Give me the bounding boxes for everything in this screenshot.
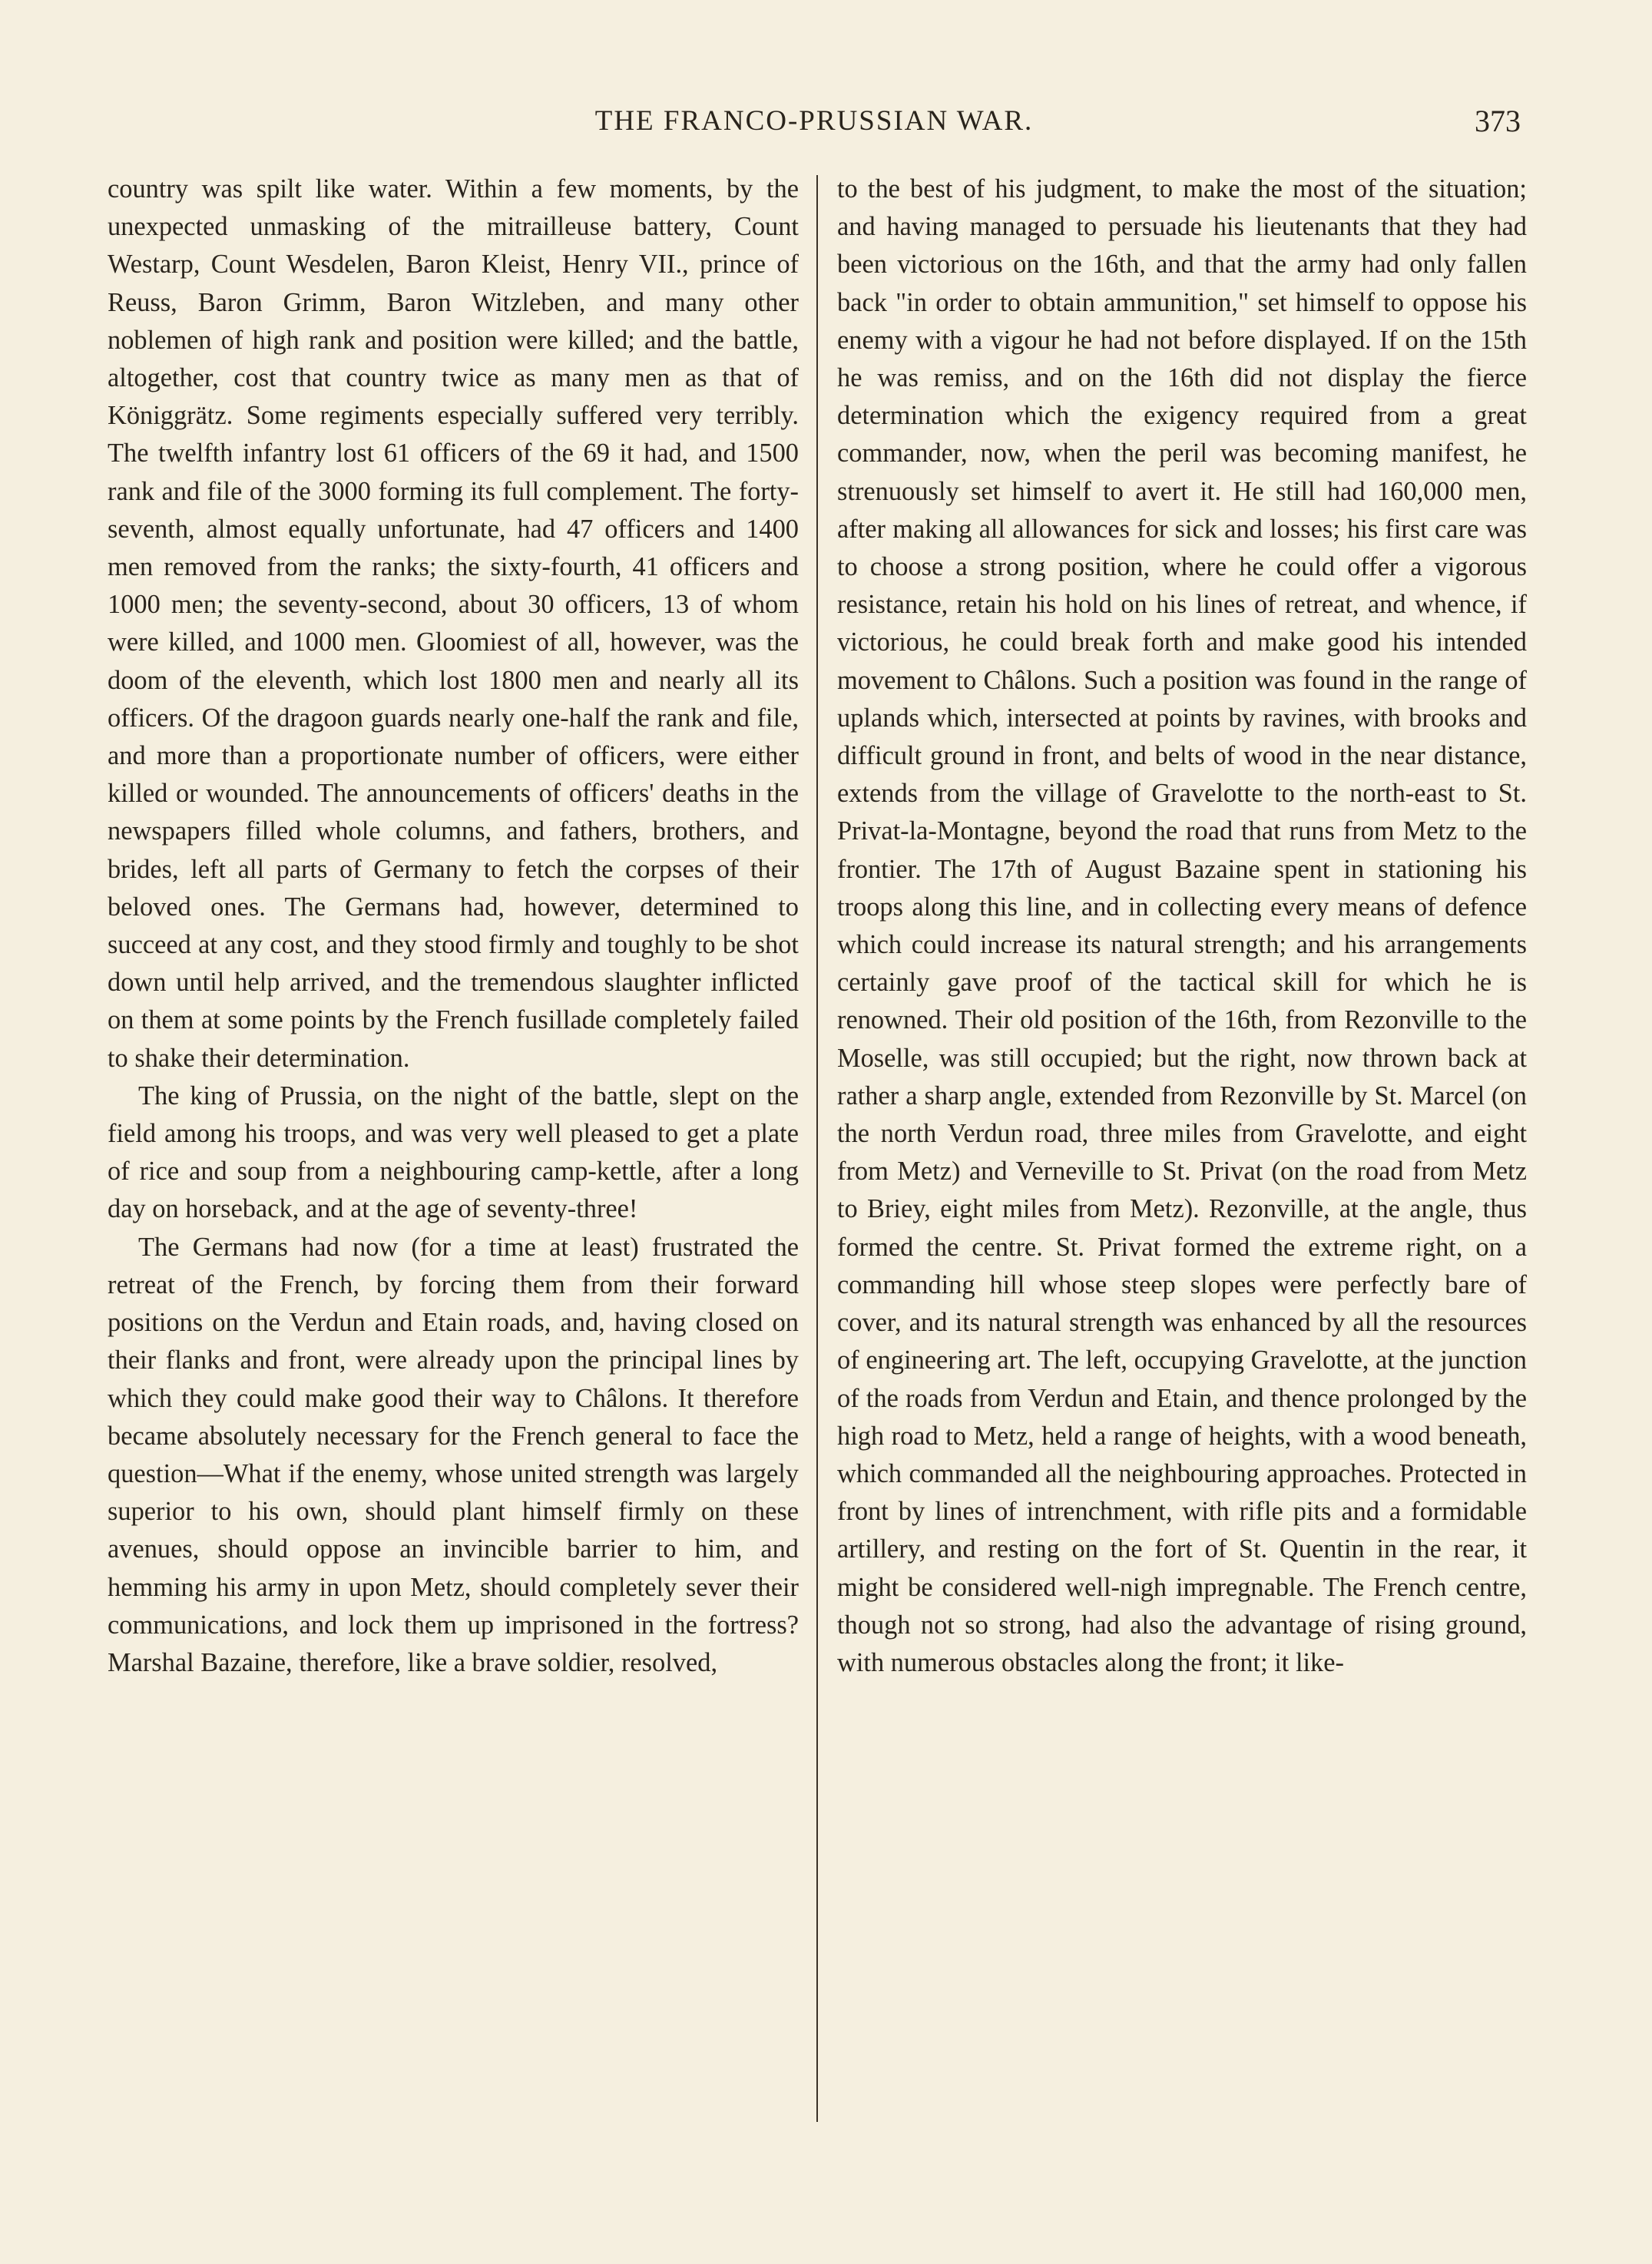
left-column	[108, 170, 799, 1682]
paragraph: to the best of his judgment, to make the most of the situation; and having managed to persuade his lieutenants that they had been victorious on the 16th, and that the army had only fallen back "in order to obtain ammunition," set himself to oppose his enemy with a vigour he had not before displayed. If on the 15th he was remiss, and on the 16th did not display the fierce determination which the exigency required from a great commander, now, when the peril was becoming manifest, he strenuously set himself to avert it. He still had 160,000 men, after making all allowances for sick and losses; his first care was to choose a strong position, where he could offer a vigorous resistance, retain his hold on his lines of retreat, and whence, if victorious, he could break forth and make good his intended movement to Châlons. Such a position was found in the range of uplands which, intersected at points by ravines, with brooks and difficult ground in front, and belts of wood in the near distance, extends from the village of Gravelotte to the north-east to St. Privat-la-Montagne, beyond the road that runs from Metz to the frontier. The 17th of August Bazaine spent in stationing his troops along this line, and in collecting every means of defence which could increase its natural strength; and his arrangements certainly gave proof of the tactical skill for which he is renowned. Their old position of the 16th, from Rezonville to the Moselle, was still occupied; but the right, now thrown back at rather a sharp angle, extended from Rezonville by St. Marcel (on the north Verdun road, three miles from Gravelotte, and eight from Metz) and Verneville to St. Privat (on the road from Metz to Briey, eight miles from Metz). Rezonville, at the angle, thus formed the centre. St. Privat formed the extreme right, on a commanding hill whose steep slopes were perfectly bare of cover, and its natural strength was enhanced by all the resources of engineering art. The left, occupying Gravelotte, at the junction of the roads from Verdun and Etain, and thence prolonged by the high road to Metz, held a range of heights, with a wood beneath, which commanded all the neighbouring approaches. Protected in front by lines of intrenchment, with rifle pits and a formidable artillery, and resting on the fort of St. Quentin in the rear, it might be considered well-nigh impregnable. The French centre, though not so strong, had also the advantage of rising ground, with numerous obstacles along the front; it like-	[837, 174, 1527, 1677]
column-divider	[816, 175, 818, 2122]
paragraph: The king of Prussia, on the night of the battle, slept on the field among his troops, and was very well pleased to get a plate of rice and soup from a neighbouring camp-kettle, after a long day on horseback, and at the age of seventy-three!	[108, 1081, 799, 1224]
paragraph: The Germans had now (for a time at least) frustrated the retreat of the French, by forcing them from their forward positions on the Verdun and Etain roads, and, having closed on their flanks and front, were already upon the principal lines by which they could make good their way to Châlons. It therefore became absolutely necessary for the French general to face the question—What if the enemy, whose united strength was largely superior to his own, should plant himself firmly on these avenues, should oppose an invincible barrier to him, and hemming his army in upon Metz, should completely sever their communications, and lock them up imprisoned in the fortress? Marshal Bazaine, therefore, like a brave soldier, resolved,	[108, 1232, 799, 1677]
running-title: THE FRANCO-PRUSSIAN WAR.	[594, 105, 1034, 137]
right-column	[837, 170, 1527, 1682]
paragraph: country was spilt like water. Within a few moments, by the unexpected unmasking of the mitrailleuse battery, Count Westarp, Count Wesdelen, Baron Kleist, Henry VII., prince of Reuss, Baron Grimm, Baron Witzleben, and many other noblemen of high rank and position were killed; and the battle, altogether, cost that country twice as many men as that of Königgrätz. Some regiments especially suffered very terribly. The twelfth infantry lost 61 officers of the 69 it had, and 1500 rank and file of the 3000 forming its full complement. The forty-seventh, almost equally unfortunate, had 47 officers and 1400 men removed from the ranks; the sixty-fourth, 41 officers and 1000 men; the seventy-second, about 30 officers, 13 of whom were killed, and 1000 men. Gloomiest of all, however, was the doom of the eleventh, which lost 1800 men and nearly all its officers. Of the dragoon guards nearly one-half the rank and file, and more than a proportionate number of officers, were either killed or wounded. The announcements of officers' deaths in the newspapers filled whole columns, and fathers, brothers, and brides, left all parts of Germany to fetch the corpses of their beloved ones. The Germans had, however, determined to succeed at any cost, and they stood firmly and toughly to be shot down until help arrived, and the tremendous slaughter inflicted on them at some points by the French fusillade completely failed to shake their determination.	[108, 174, 799, 1073]
page-number: 373	[1475, 104, 1521, 138]
page-header	[108, 98, 1521, 144]
